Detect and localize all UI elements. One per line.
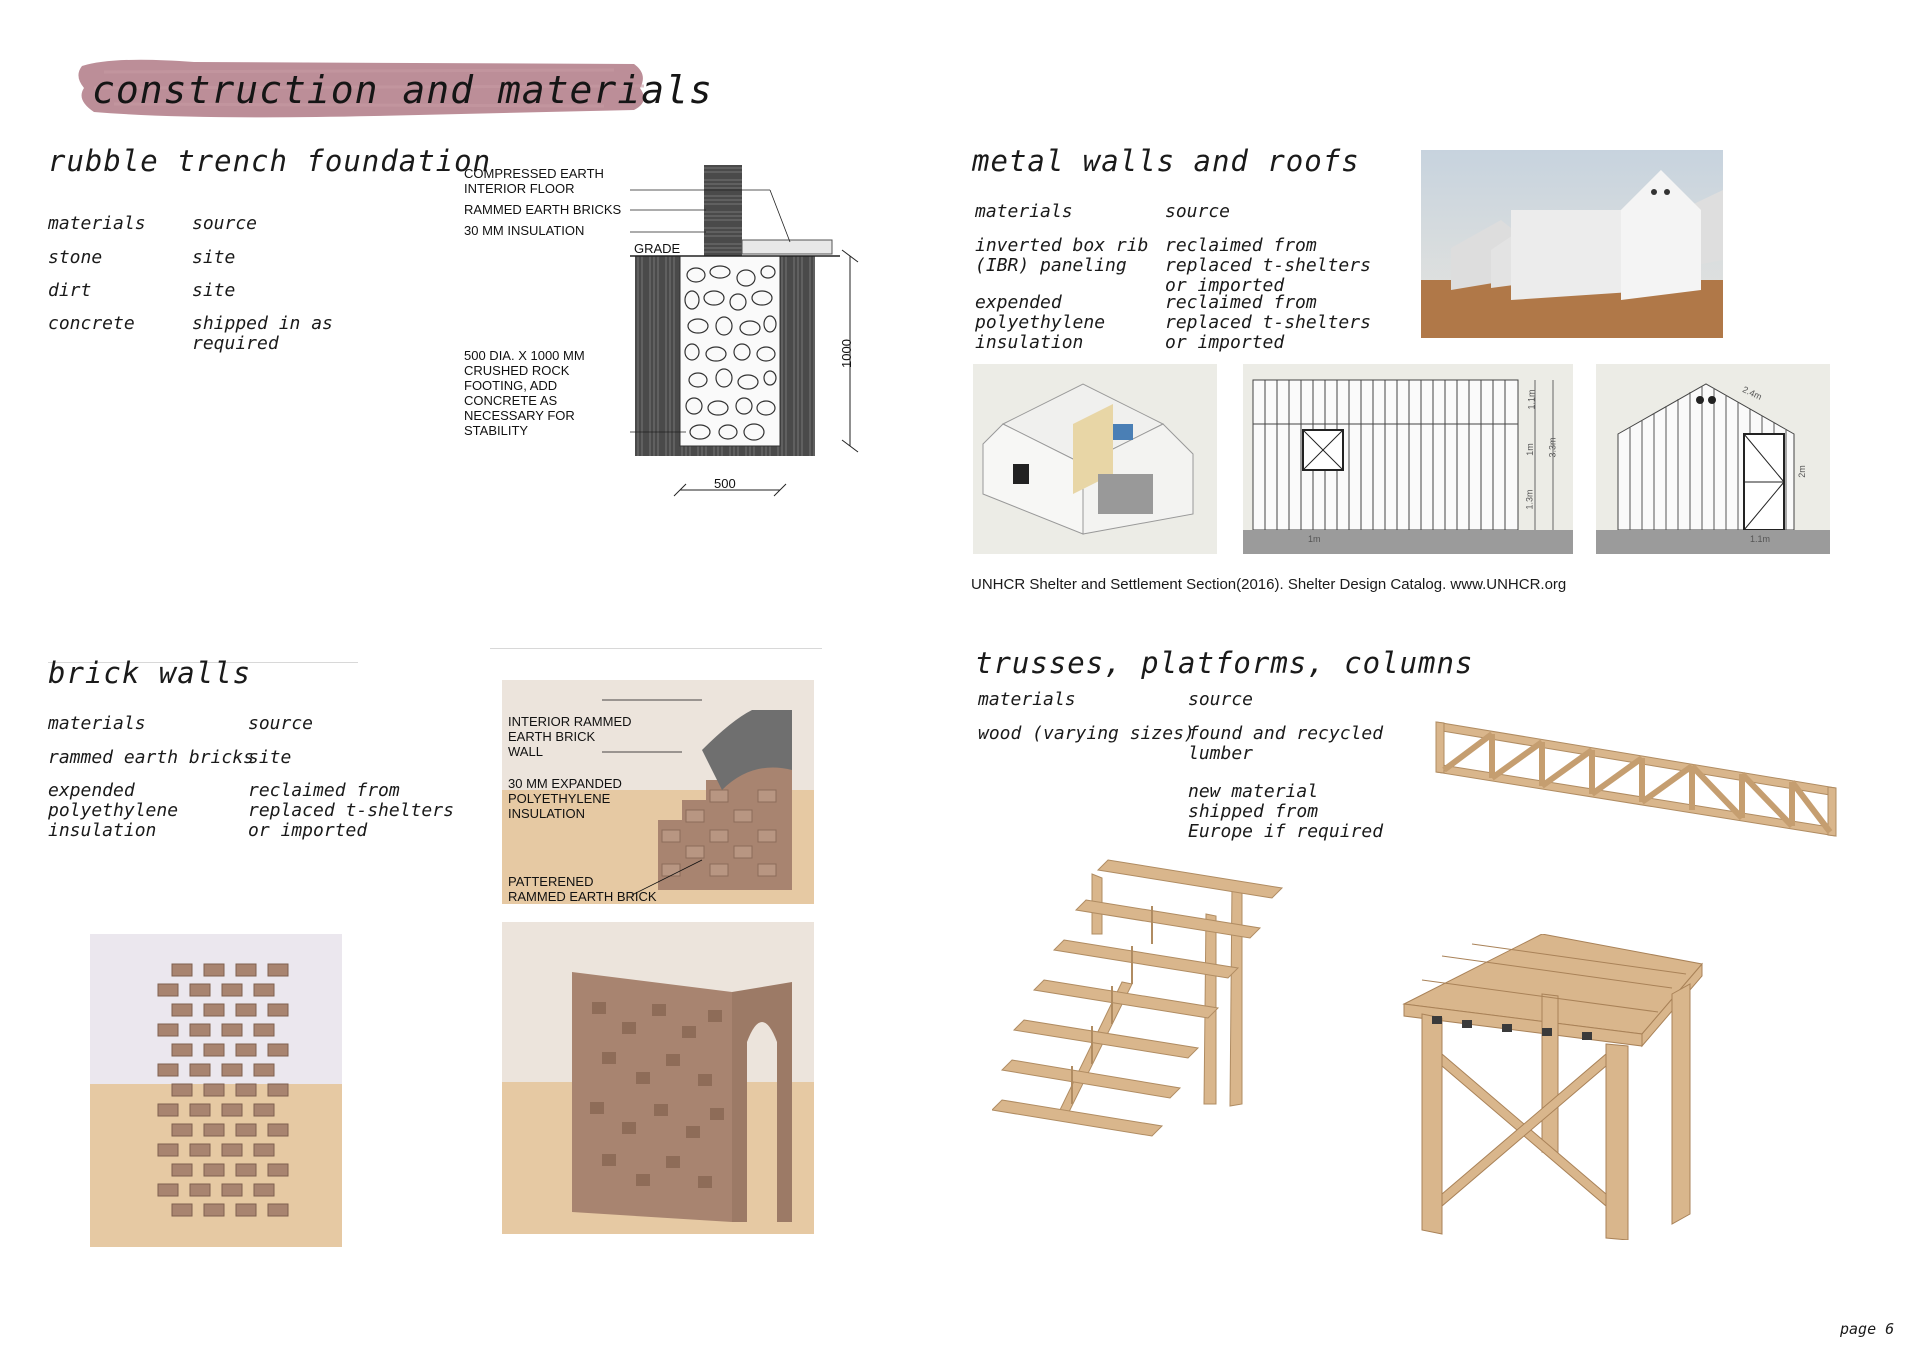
metal-source-header: source	[1165, 201, 1231, 222]
page-title: construction and materials	[92, 68, 713, 112]
rubble-source-header: source	[192, 213, 258, 234]
rubble-source-cell: shipped in as required	[192, 313, 333, 354]
metal-material-cell: inverted box rib (IBR) paneling	[975, 235, 1149, 276]
label-bricks: RAMMED EARTH BRICKS	[464, 202, 622, 217]
label-patterned-brick: PATTERENED RAMMED EARTH BRICK	[508, 874, 657, 904]
label-footing: 500 DIA. X 1000 MM CRUSHED ROCK FOOTING, ADD CONCRETE AS NECESSARY FOR STABILITY	[464, 348, 585, 438]
wood-source-header: source	[1188, 689, 1254, 710]
rubble-material-cell: dirt	[48, 280, 92, 301]
brick-material-cell: expended polyethylene insulation	[48, 780, 179, 841]
dimension-label: 1.1m	[1750, 534, 1771, 544]
brick-material-cell: rammed earth bricks	[48, 747, 254, 768]
label-brick-wall: INTERIOR RAMMED EARTH BRICK WALL	[508, 714, 632, 759]
dimension-height: 1000	[838, 339, 854, 368]
dimension-width: 500	[714, 476, 736, 491]
rubble-materials-header: materials	[48, 213, 146, 234]
rubble-source-cell: site	[192, 247, 236, 268]
wood-stairs-render	[992, 854, 1292, 1154]
wood-source-cell: new material shipped from Europe if required	[1188, 781, 1384, 842]
brick-lattice-wall-render	[90, 934, 342, 1247]
page-number: page 6	[1840, 1320, 1895, 1338]
brick-materials-header: materials	[48, 713, 146, 734]
metal-materials-header: materials	[975, 201, 1073, 222]
dimension-label: 1m	[1308, 534, 1321, 544]
wood-materials-header: materials	[978, 689, 1076, 710]
brick-source-header: source	[248, 713, 314, 734]
shelter-photo	[1421, 150, 1723, 338]
rubble-material-cell: stone	[48, 247, 103, 268]
foundation-section-drawing	[630, 160, 870, 500]
dimension-label: 2.4m	[1741, 384, 1764, 402]
brick-source-cell: reclaimed from replaced t-shelters or imported	[248, 780, 454, 841]
rubble-source-cell: site	[192, 280, 236, 301]
dimension-label: 1m	[1524, 443, 1535, 456]
shelter-side-elevation	[1243, 364, 1573, 554]
source-caption: UNHCR Shelter and Settlement Section(2016). Shelter Design Catalog. www.UNHCR.org	[971, 576, 1567, 593]
label-grade: GRADE	[634, 241, 681, 256]
label-insulation: 30 MM INSULATION	[464, 223, 585, 238]
dimension-label: 3.3m	[1547, 437, 1558, 458]
brick-heading: brick walls	[48, 656, 252, 690]
arched-brick-wall-render	[502, 922, 814, 1234]
shelter-end-elevation	[1596, 364, 1830, 554]
dimension-label: 1.1m	[1526, 389, 1537, 410]
label-floor: COMPRESSED EARTH INTERIOR FLOOR	[464, 166, 604, 196]
wood-source-cell: found and recycled lumber	[1188, 723, 1384, 764]
metal-material-cell: expended polyethylene insulation	[975, 292, 1106, 353]
metal-heading: metal walls and roofs	[972, 144, 1360, 178]
label-brick-insulation: 30 MM EXPANDED POLYETHYLENE INSULATION	[508, 776, 622, 821]
wood-truss-render	[1432, 714, 1842, 844]
dimension-label: 2m	[1796, 465, 1807, 478]
wood-platform-render	[1402, 934, 1712, 1240]
shelter-3d-model	[973, 364, 1217, 554]
divider	[490, 648, 822, 649]
wood-material-cell: wood (varying sizes)	[978, 723, 1195, 744]
dimension-label: 1.3m	[1524, 489, 1535, 510]
wood-heading: trusses, platforms, columns	[975, 646, 1474, 680]
metal-source-cell: reclaimed from replaced t-shelters or imported	[1165, 292, 1371, 353]
rubble-material-cell: concrete	[48, 313, 135, 334]
rubble-heading: rubble trench foundation	[48, 144, 492, 178]
brick-source-cell: site	[248, 747, 292, 768]
metal-source-cell: reclaimed from replaced t-shelters or imported	[1165, 235, 1371, 296]
